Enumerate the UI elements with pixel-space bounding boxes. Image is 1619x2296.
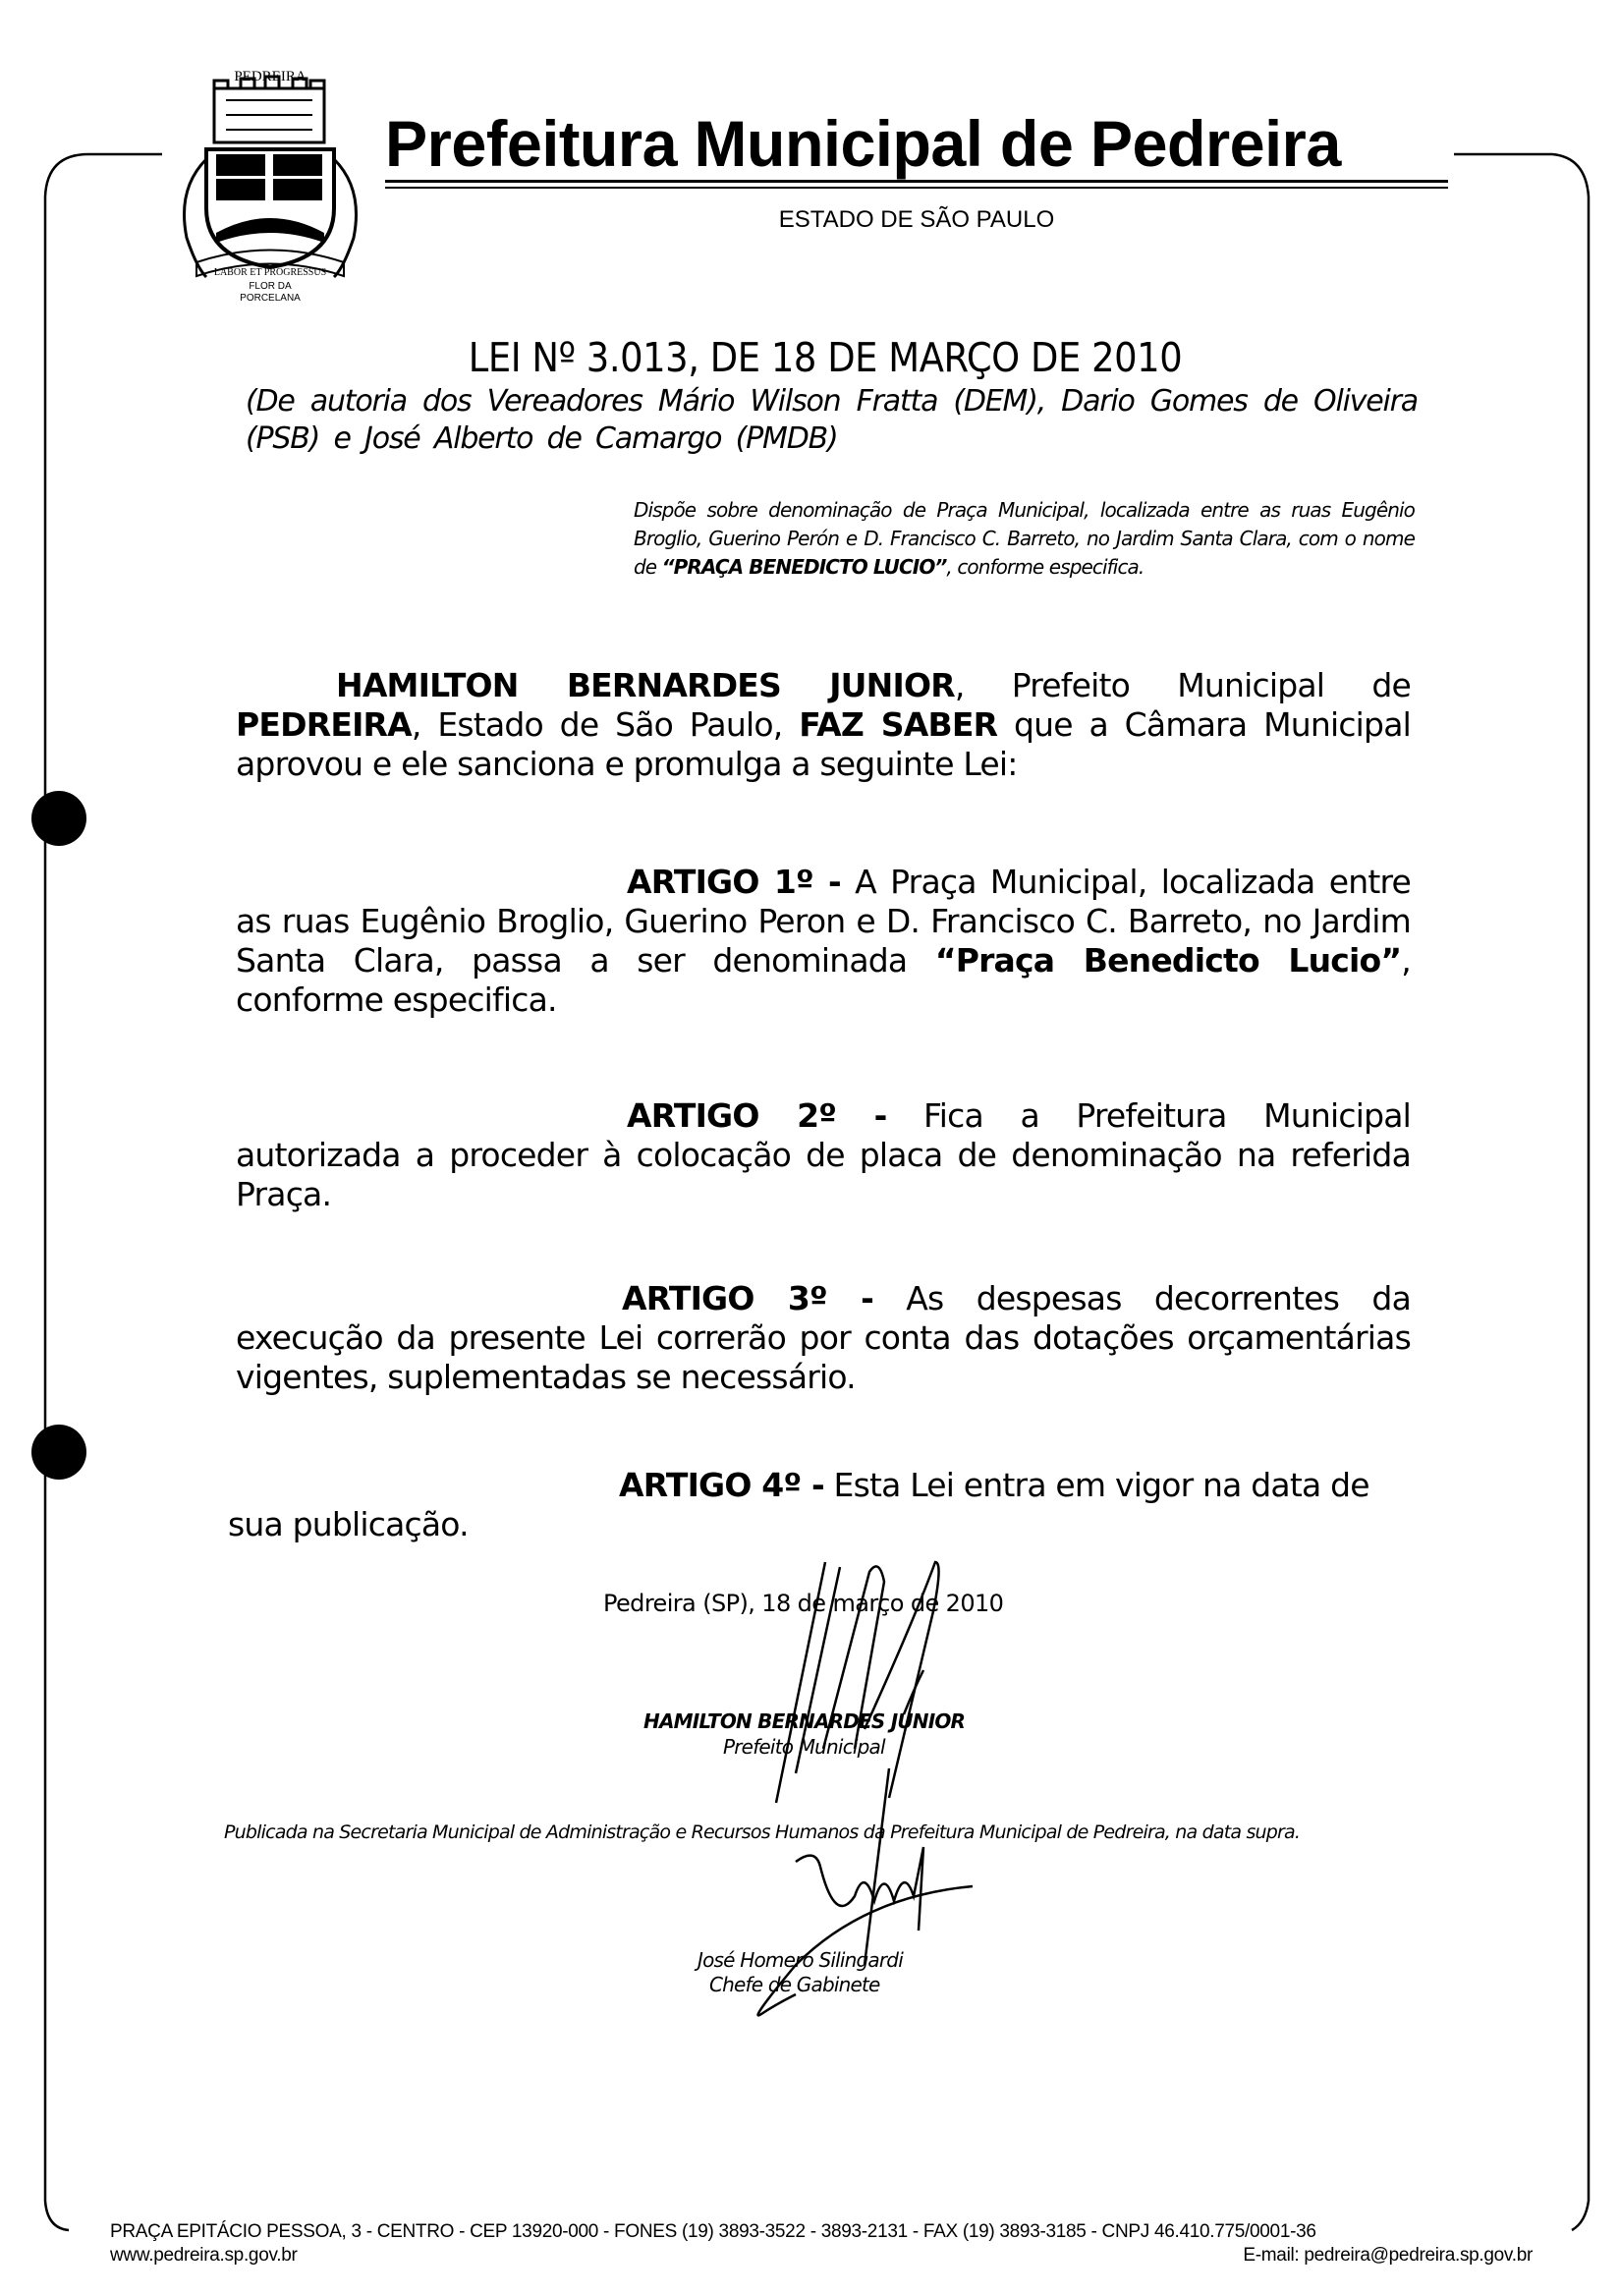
article-text: , conforme especifica. <box>236 941 1411 1019</box>
institution-title: Prefeitura Municipal de Pedreira <box>385 107 1341 180</box>
article-text: Esta Lei entra em vigor na data de sua publicação. <box>228 1466 1369 1543</box>
summary-text-end: , conforme especifica. <box>946 555 1144 579</box>
article-label: ARTIGO 4º - <box>619 1466 824 1504</box>
svg-text:LABOR ET PROGRESSUS: LABOR ET PROGRESSUS <box>213 267 327 278</box>
mayor-name: HAMILTON BERNARDES JUNIOR <box>336 666 955 704</box>
summary-text: Dispõe sobre denominação de Praça Municipal, localizada entre as ruas Eugênio Broglio, Guerino Perón e D. Francisco C. Barreto, no Jardim Santa Clara, com o nome de <box>634 498 1415 579</box>
article-text: Fica a Prefeitura Municipal autorizada a proceder à colocação de placa de denominação na referida Praça. <box>236 1096 1412 1213</box>
preamble-text: que a Câmara Municipal aprovou e ele sanciona e promulga a seguinte Lei: <box>236 705 1411 783</box>
state-subtitle: ESTADO DE SÃO PAULO <box>778 206 1055 233</box>
svg-text:PORCELANA: PORCELANA <box>240 293 301 302</box>
law-authors: (De autoria dos Vereadores Mário Wilson Fratta (DEM), Dario Gomes de Oliveira (PSB) e José Alberto de Camargo (PMDB) <box>246 384 1418 456</box>
preamble-text: , Estado de São Paulo, <box>411 705 800 744</box>
date-place: Pedreira (SP), 18 de março de 2010 <box>603 1590 1004 1617</box>
square-name: “Praça Benedicto Lucio” <box>934 941 1402 980</box>
footer-email[interactable]: E-mail: pedreira@pedreira.sp.gov.br <box>1243 2245 1533 2266</box>
preamble-text: , Prefeito Municipal de <box>954 666 1411 704</box>
article-label: ARTIGO 1º - <box>627 863 841 901</box>
footer-website[interactable]: www.pedreira.sp.gov.br <box>110 2245 298 2266</box>
article-text: A Praça Municipal, localizada entre as ruas Eugênio Broglio, Guerino Peron e D. Francisco C. Barreto, no Jardim Santa Clara, passa a ser denominada <box>236 863 1411 980</box>
publication-note: Publicada na Secretaria Municipal de Administração e Recursos Humanos da Prefeitura Municipal de Pedreira, na data supra. <box>224 1821 1301 1843</box>
summary-square-name: “PRAÇA BENEDICTO LUCIO” <box>661 555 947 579</box>
signer-name: HAMILTON BERNARDES JUNIOR <box>643 1709 966 1733</box>
article-label: ARTIGO 2º - <box>627 1096 887 1135</box>
footer-address: PRAÇA EPITÁCIO PESSOA, 3 - CENTRO - CEP 13920-000 - FONES (19) 3893-3522 - 3893-2131 - FAX (19) 3893-3185 - CNPJ 46.410.775/0001-36 <box>110 2221 1316 2242</box>
svg-text:FLOR DA: FLOR DA <box>249 281 292 292</box>
article-text: As despesas decorrentes da execução da presente Lei correrão por conta das dotações orçamentárias vigentes, suplementadas se necessário. <box>236 1279 1412 1396</box>
faz-saber: FAZ SABER <box>799 705 998 744</box>
binder-hole <box>31 791 86 846</box>
chief-name: José Homero Silingardi <box>698 1948 903 1972</box>
city-name: PEDREIRA <box>236 705 412 744</box>
signer-role: Prefeito Municipal <box>723 1735 885 1759</box>
article-label: ARTIGO 3º - <box>622 1279 874 1317</box>
svg-text:PEDREIRA: PEDREIRA <box>234 69 307 84</box>
law-title: LEI Nº 3.013, DE 18 DE MARÇO DE 2010 <box>468 334 1183 381</box>
binder-hole <box>31 1425 86 1480</box>
chief-role: Chefe de Gabinete <box>709 1973 880 1996</box>
